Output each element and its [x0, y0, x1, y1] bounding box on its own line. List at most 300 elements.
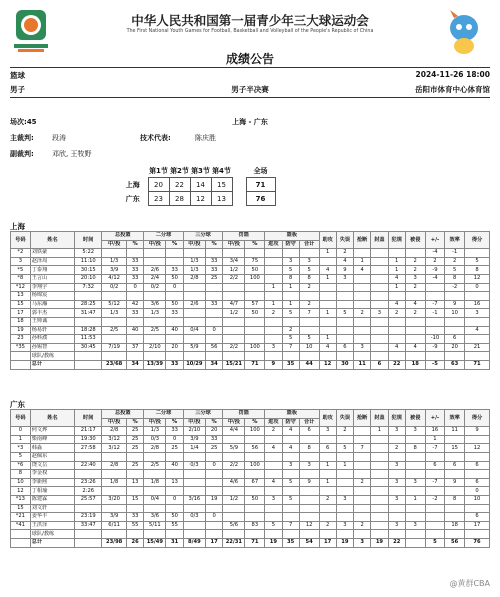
stat-cell	[319, 470, 336, 479]
stat-cell: -10	[425, 335, 445, 344]
stat-cell	[205, 470, 222, 479]
stat-cell	[265, 530, 282, 539]
quarter-score: 13	[211, 192, 232, 206]
player-name: 刘铁豪	[30, 249, 74, 258]
stat-cell: 2	[445, 257, 465, 266]
stat-cell: 56	[205, 343, 222, 352]
stats-header-cell: 二分球	[144, 410, 184, 419]
stat-cell: 2/8	[102, 461, 127, 470]
stat-cell	[354, 283, 371, 292]
stat-cell: 8	[405, 444, 425, 453]
stat-cell: 30:45	[75, 343, 102, 352]
stat-cell: -1	[425, 309, 445, 318]
stat-cell: 11:53	[75, 335, 102, 344]
stat-cell: 1	[265, 283, 282, 292]
stat-cell: 31:47	[75, 309, 102, 318]
player-row	[11, 470, 490, 479]
stat-cell: 12	[299, 521, 319, 530]
stat-cell	[445, 504, 465, 513]
stat-cell: 2/10	[183, 427, 205, 436]
total-cell: 22/31	[223, 538, 245, 547]
stat-cell	[371, 266, 388, 275]
stat-cell: 100	[245, 343, 265, 352]
stage-label: 男子半决赛	[231, 85, 269, 94]
total-cell: 26	[126, 538, 143, 547]
team-name: 上海	[125, 180, 140, 189]
stats-header-cell: 助攻	[319, 232, 336, 249]
stats-header-cell: 封盖	[371, 232, 388, 249]
stat-cell	[336, 292, 353, 301]
stat-cell: 13	[11, 292, 31, 301]
stat-cell	[205, 452, 222, 461]
stat-cell: 16	[465, 300, 490, 309]
stat-cell: 3	[405, 274, 425, 283]
stat-cell	[126, 292, 143, 301]
stat-cell	[265, 257, 282, 266]
quarter-score: 12	[190, 192, 211, 206]
total-cell: 23/68	[102, 360, 127, 369]
stats-subheader-cell: 中/投	[144, 240, 166, 249]
player-row	[11, 300, 490, 309]
player-name: 王言山	[30, 274, 74, 283]
stat-cell: 5/6	[223, 521, 245, 530]
stats-header-cell: +/-	[425, 232, 445, 249]
stat-cell	[319, 257, 336, 266]
stats-header-cell: 助攻	[319, 410, 336, 427]
stat-cell	[336, 335, 353, 344]
total-cell	[11, 538, 31, 547]
stat-cell	[405, 317, 425, 326]
stat-cell: 2/6	[183, 300, 205, 309]
stat-cell: 10	[299, 343, 319, 352]
assist-referee-names: 邓欣, 王牧野	[52, 150, 92, 158]
player-row	[11, 292, 490, 301]
stat-cell	[371, 249, 388, 258]
stat-cell: 25	[126, 435, 143, 444]
total-cell: 35	[282, 360, 299, 369]
player-name: 郭丰杰	[30, 309, 74, 318]
stat-cell	[445, 292, 465, 301]
stat-cell	[319, 504, 336, 513]
stat-cell	[299, 317, 319, 326]
stat-cell: 3	[388, 461, 405, 470]
games-title-en: The First National Youth Games for Football, Basketball and Volleyball of the People's Republic of China	[126, 29, 374, 34]
stat-cell	[205, 283, 222, 292]
player-row	[11, 478, 490, 487]
stat-cell	[371, 274, 388, 283]
player-name: 王洪泽	[30, 521, 74, 530]
stat-cell	[371, 352, 388, 361]
stat-cell: *2	[11, 249, 31, 258]
stat-cell: 3	[405, 478, 425, 487]
total-cell: 17	[319, 538, 336, 547]
stat-cell: 28:25	[75, 300, 102, 309]
stat-cell	[183, 530, 205, 539]
stat-cell: 55	[126, 521, 143, 530]
stat-cell	[245, 352, 265, 361]
stat-cell: 10	[465, 495, 490, 504]
stat-cell	[223, 317, 245, 326]
stat-cell: 20	[205, 427, 222, 436]
stat-cell	[371, 470, 388, 479]
stat-cell: 55	[166, 521, 183, 530]
quarter-header: 第3节	[191, 166, 210, 175]
stat-cell: 21:17	[75, 427, 102, 436]
total-cell: 15/21	[223, 360, 245, 369]
stat-cell: -7	[425, 444, 445, 453]
stat-cell	[371, 487, 388, 496]
stat-cell: 2/4	[144, 274, 166, 283]
stat-cell: 25	[166, 444, 183, 453]
stat-cell	[183, 249, 205, 258]
stat-cell: 33	[166, 427, 183, 436]
stat-cell	[144, 257, 166, 266]
stat-cell: 11:10	[75, 257, 102, 266]
stat-cell	[354, 326, 371, 335]
stat-cell: 3/12	[102, 444, 127, 453]
player-row	[11, 317, 490, 326]
stat-cell: 0	[205, 326, 222, 335]
stat-cell	[126, 317, 143, 326]
stat-cell	[465, 335, 490, 344]
stat-cell: -7	[425, 478, 445, 487]
stat-cell	[205, 478, 222, 487]
player-name: 丁相瑜	[30, 487, 74, 496]
stat-cell: 2	[299, 300, 319, 309]
stat-cell	[166, 257, 183, 266]
stat-cell: 3/16	[183, 495, 205, 504]
stat-cell	[445, 487, 465, 496]
stats-subheader-cell: %	[126, 240, 143, 249]
stat-cell	[205, 487, 222, 496]
stat-cell: 1/3	[144, 309, 166, 318]
total-score: 71	[246, 178, 275, 192]
stat-cell: 19	[11, 326, 31, 335]
stat-cell: 2	[265, 427, 282, 436]
stat-cell: 8	[299, 274, 319, 283]
quarter-score-table	[118, 164, 276, 206]
divider	[10, 97, 490, 98]
total-cell: 71	[245, 360, 265, 369]
stats-header-cell: 姓名	[30, 232, 74, 249]
stat-cell: 2	[319, 495, 336, 504]
stat-cell: 18	[11, 317, 31, 326]
stats-subheader-cell: 防守	[282, 418, 299, 427]
stat-cell: 2/6	[144, 266, 166, 275]
player-row	[11, 530, 490, 539]
stat-cell	[465, 530, 490, 539]
stat-cell: 37	[126, 343, 143, 352]
stat-cell	[425, 352, 445, 361]
total-cell: 23/98	[102, 538, 127, 547]
stats-subheader-cell: 合计	[299, 418, 319, 427]
quarter-score: 15	[211, 178, 232, 192]
total-cell: 10/29	[183, 360, 205, 369]
stat-cell	[425, 470, 445, 479]
stat-cell	[126, 352, 143, 361]
stat-cell	[371, 513, 388, 522]
stat-cell: 0	[166, 435, 183, 444]
stat-cell: 1/4	[183, 444, 205, 453]
stat-cell: 7	[299, 309, 319, 318]
stat-cell: 5	[282, 309, 299, 318]
stat-cell	[102, 452, 127, 461]
stat-cell	[245, 452, 265, 461]
stat-cell: 8	[299, 444, 319, 453]
stat-cell: 6	[465, 461, 490, 470]
stat-cell	[75, 470, 102, 479]
stat-cell	[405, 452, 425, 461]
stat-cell	[265, 487, 282, 496]
stat-cell: 25:57	[75, 495, 102, 504]
stat-cell	[223, 352, 245, 361]
stat-cell: 5/9	[183, 343, 205, 352]
stat-cell	[405, 461, 425, 470]
stat-cell	[425, 521, 445, 530]
total-cell: 71	[465, 360, 490, 369]
stat-cell	[282, 317, 299, 326]
stat-cell: 5	[465, 257, 490, 266]
player-row	[11, 495, 490, 504]
stat-cell	[245, 435, 265, 444]
player-name: 赵泽周	[30, 257, 74, 266]
player-name: 马东瀚	[30, 300, 74, 309]
stat-cell: 3	[388, 521, 405, 530]
stat-cell: 33	[126, 309, 143, 318]
team-total-row	[11, 538, 490, 547]
stat-cell: 2/8	[183, 274, 205, 283]
stat-cell	[336, 283, 353, 292]
total-cell: 15/49	[144, 538, 166, 547]
stat-cell: 0	[126, 283, 143, 292]
stat-cell	[282, 470, 299, 479]
stat-cell	[299, 435, 319, 444]
tech-rep-name: 陈庆胜	[195, 134, 216, 142]
stat-cell	[371, 343, 388, 352]
stat-cell: 2/5	[102, 326, 127, 335]
stat-cell: 5	[299, 266, 319, 275]
stat-cell: 4	[319, 266, 336, 275]
stat-cell: 1/8	[102, 478, 127, 487]
stat-cell: 2	[319, 521, 336, 530]
stat-cell: 13	[166, 478, 183, 487]
stat-cell	[319, 452, 336, 461]
total-cell: 30	[336, 360, 353, 369]
stat-cell	[371, 335, 388, 344]
stat-cell	[166, 504, 183, 513]
stat-cell	[425, 504, 445, 513]
player-name: 李翔宇	[30, 283, 74, 292]
stat-cell: 19:30	[75, 435, 102, 444]
stat-cell	[319, 292, 336, 301]
stat-cell: 3	[336, 495, 353, 504]
stat-cell: 4/6	[223, 478, 245, 487]
stat-cell: 22:40	[75, 461, 102, 470]
stat-cell: 0	[205, 461, 222, 470]
stat-cell	[265, 470, 282, 479]
stats-subheader-cell: %	[205, 418, 222, 427]
stat-cell: 1	[388, 257, 405, 266]
total-cell: 44	[299, 360, 319, 369]
stat-cell	[183, 452, 205, 461]
player-name: 孙锡智	[30, 343, 74, 352]
stat-cell	[245, 513, 265, 522]
stats-header-cell: 失误	[336, 232, 353, 249]
stat-cell	[388, 452, 405, 461]
stat-cell	[319, 487, 336, 496]
total-cell: -5	[425, 360, 445, 369]
stat-cell: *13	[11, 495, 31, 504]
stat-cell	[319, 300, 336, 309]
player-name: 李新熙	[30, 478, 74, 487]
player-row	[11, 283, 490, 292]
stat-cell: 33	[166, 266, 183, 275]
stats-subheader-cell: 中/投	[144, 418, 166, 427]
stat-cell	[299, 513, 319, 522]
stat-cell	[102, 352, 127, 361]
stat-cell: 4	[388, 343, 405, 352]
stat-cell	[425, 513, 445, 522]
stat-cell	[319, 435, 336, 444]
stat-cell	[425, 283, 445, 292]
stat-cell: 100	[245, 274, 265, 283]
player-row	[11, 427, 490, 436]
quarter-score: 22	[169, 178, 190, 192]
stats-header-cell: 犯规	[388, 232, 405, 249]
stat-cell	[205, 335, 222, 344]
stat-cell	[405, 513, 425, 522]
player-name: 球队/教练	[30, 530, 74, 539]
stat-cell	[465, 435, 490, 444]
total-cell: 18	[405, 360, 425, 369]
stat-cell: 10	[445, 309, 465, 318]
stats-header-cell: 姓名	[30, 410, 74, 427]
stats-header-cell: 号码	[11, 410, 31, 427]
player-row	[11, 352, 490, 361]
stats-header-cell: 二分球	[144, 232, 184, 241]
stat-cell	[354, 495, 371, 504]
stat-cell	[354, 292, 371, 301]
stat-cell	[166, 470, 183, 479]
player-name: 孙科濮	[30, 335, 74, 344]
stat-cell	[102, 292, 127, 301]
player-name: 赵佩东	[30, 452, 74, 461]
stats-header-cell: 篮板	[265, 410, 319, 419]
stat-cell: 5	[282, 335, 299, 344]
stat-cell	[265, 274, 282, 283]
stat-cell	[299, 452, 319, 461]
stat-cell: 9	[445, 478, 465, 487]
stat-cell: -7	[425, 300, 445, 309]
stat-cell: 50	[166, 513, 183, 522]
stat-cell: 2	[425, 257, 445, 266]
stat-cell	[205, 249, 222, 258]
stat-cell: 50	[245, 309, 265, 318]
stat-cell	[166, 530, 183, 539]
stat-cell	[166, 352, 183, 361]
stat-cell	[354, 274, 371, 283]
stat-cell: 20:10	[75, 274, 102, 283]
stat-cell	[371, 521, 388, 530]
stats-header-cell: 时间	[75, 232, 102, 249]
stat-cell: 2	[336, 249, 353, 258]
player-row	[11, 513, 490, 522]
stat-cell	[354, 487, 371, 496]
stat-cell: 3	[299, 461, 319, 470]
stat-cell: 20	[166, 343, 183, 352]
stat-cell	[183, 487, 205, 496]
stat-cell: 21	[465, 343, 490, 352]
stat-cell	[223, 435, 245, 444]
quarter-header: 第2节	[170, 166, 189, 175]
stat-cell	[166, 487, 183, 496]
stat-cell: 5	[282, 478, 299, 487]
total-cell: 71	[245, 538, 265, 547]
stat-cell: 3	[11, 257, 31, 266]
stat-cell: 6	[299, 427, 319, 436]
stat-cell: 1/3	[183, 257, 205, 266]
stat-cell	[465, 352, 490, 361]
stat-cell	[465, 470, 490, 479]
stat-cell	[405, 530, 425, 539]
stat-cell: 5:22	[75, 249, 102, 258]
stat-cell: 5	[445, 266, 465, 275]
stat-cell: 17	[11, 309, 31, 318]
quarter-score: 23	[148, 192, 169, 206]
stat-cell: 15	[126, 495, 143, 504]
stats-subheader-cell: 中/投	[183, 240, 205, 249]
stats-subheader-cell: 进攻	[265, 418, 282, 427]
stat-cell	[223, 530, 245, 539]
sport-label: 篮球	[10, 71, 25, 80]
stat-cell	[371, 326, 388, 335]
stat-cell: 23:19	[75, 513, 102, 522]
player-row	[11, 335, 490, 344]
stat-cell	[354, 504, 371, 513]
stat-cell: 2	[265, 309, 282, 318]
team-stats-table	[10, 231, 490, 370]
stat-cell: 3/12	[102, 435, 127, 444]
stat-cell: 1/3	[102, 309, 127, 318]
stat-cell: 1/3	[144, 427, 166, 436]
stat-cell: 3	[282, 461, 299, 470]
stat-cell: 0	[205, 513, 222, 522]
stat-cell	[299, 530, 319, 539]
stat-cell	[144, 335, 166, 344]
stat-cell: 25	[126, 444, 143, 453]
stat-cell: 83	[245, 521, 265, 530]
stats-header-cell: 得分	[465, 410, 490, 427]
stat-cell	[371, 435, 388, 444]
stats-header-cell: 总投篮	[102, 232, 144, 241]
quarter-score: 28	[169, 192, 190, 206]
stat-cell: *41	[11, 521, 31, 530]
stat-cell	[166, 452, 183, 461]
stats-header-cell: 被侵	[405, 232, 425, 249]
divider	[10, 67, 490, 68]
total-cell: 31	[166, 538, 183, 547]
stat-cell	[405, 504, 425, 513]
stat-cell: 6	[445, 335, 465, 344]
stat-cell: 50	[245, 266, 265, 275]
stat-cell: -2	[425, 495, 445, 504]
stat-cell: 5	[282, 495, 299, 504]
stat-cell: 11	[445, 427, 465, 436]
stat-cell	[75, 352, 102, 361]
stats-subheader-cell: %	[166, 418, 183, 427]
stat-cell	[282, 530, 299, 539]
stat-cell: 0	[11, 427, 31, 436]
